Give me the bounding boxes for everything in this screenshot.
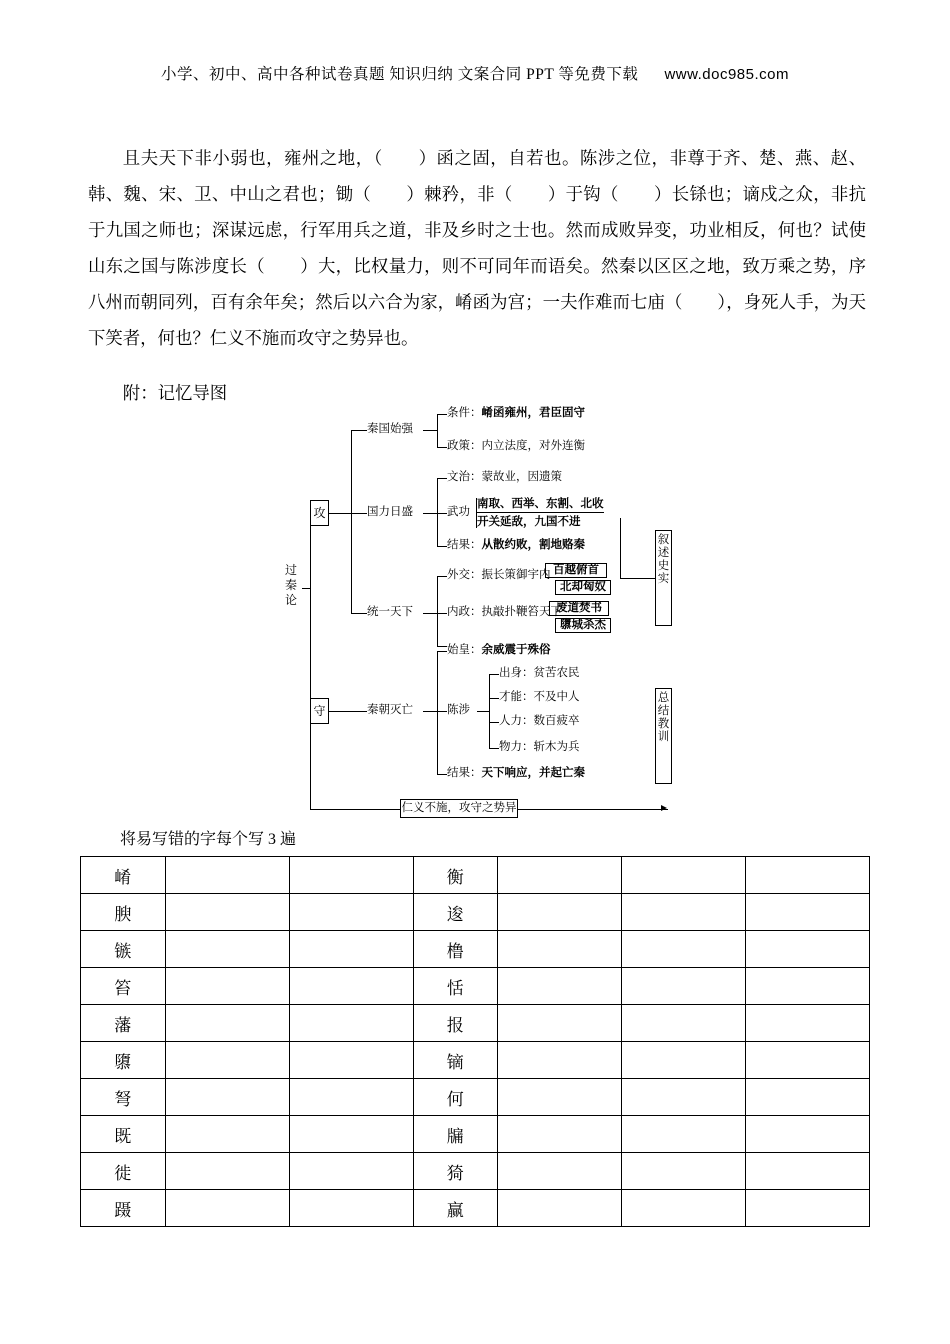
mindmap-node-wugong-label: 武功 [447, 506, 470, 518]
table-row [81, 857, 870, 894]
table-cell-blank[interactable] [746, 1190, 870, 1227]
table-cell-blank[interactable] [498, 1042, 622, 1079]
table-cell-char: 徙 [81, 1153, 166, 1190]
mindmap-node-shihuang-text: 余威震于殊俗 [481, 644, 551, 656]
mindmap-node-waijiao-text: 振长策御宇内 [481, 569, 551, 581]
table-cell-blank[interactable] [289, 1153, 413, 1190]
table-cell-blank[interactable] [622, 1079, 746, 1116]
table-cell-blank[interactable] [289, 1116, 413, 1153]
table-cell-blank[interactable] [622, 857, 746, 894]
table-cell-blank[interactable] [498, 931, 622, 968]
table-cell-char: 何 [413, 1079, 498, 1116]
table-cell-blank[interactable] [165, 1116, 289, 1153]
table-cell-blank[interactable] [498, 1079, 622, 1116]
mindmap-node-tiaojian-text: 崤函雍州，君臣固守 [481, 407, 585, 419]
table-cell-blank[interactable] [289, 968, 413, 1005]
table-cell-blank[interactable] [746, 857, 870, 894]
table-cell-blank[interactable] [622, 968, 746, 1005]
table-cell-blank[interactable] [165, 857, 289, 894]
table-row [81, 1153, 870, 1190]
table-cell-blank[interactable] [165, 1153, 289, 1190]
mindmap-node-wenzhi-text: 蒙故业，因遗策 [481, 471, 562, 483]
table-cell-blank[interactable] [498, 857, 622, 894]
table-row [81, 1190, 870, 1227]
mindmap-node-chenshe: 陈涉 [447, 704, 470, 716]
table-row [81, 1079, 870, 1116]
table-row [81, 968, 870, 1005]
table-cell-char: 猗 [413, 1153, 498, 1190]
table-cell-blank[interactable] [498, 1005, 622, 1042]
mindmap-node-waijiao: 外交：振长策御宇内 [447, 569, 551, 581]
table-cell-char: 镞 [81, 931, 166, 968]
table-cell-blank[interactable] [289, 894, 413, 931]
header-site-url: www.doc985.com [664, 66, 789, 83]
mindmap-node-shihuang: 始皇：余威震于殊俗 [447, 644, 551, 656]
table-cell-char: 既 [81, 1116, 166, 1153]
table-cell-blank[interactable] [622, 1190, 746, 1227]
mindmap-node-wuli-text: 斩木为兵 [533, 741, 580, 753]
table-cell-char: 笞 [81, 968, 166, 1005]
mindmap-node-chushen: 出身：贫苦农民 [499, 667, 580, 679]
main-paragraph: 且夫天下非小弱也，雍州之地，（ ）函之固，自若也。陈涉之位，非尊于齐、楚、燕、赵、韩、魏、宋、卫、中山之君也；锄（ ）棘矜，非（ ）于钩（ ）长铩也；谪戍之众，非抗于九国之师也；深谋远虑，行军用兵之道，非及乡时之士也。然而成败异变，功业相反，何也？试使山东之国与陈涉度长（ ）大，比权量力，则不可同年而语矣。然秦以区区之地，致万乘之势，序八州而朝同列，百有余年矣；然后以六合为家，崤函为宫；一夫作难而七庙（ ），身死人手，为天下笑者，何也？仁义不施而攻守之势异也。 [88, 148, 866, 348]
table-row [81, 1005, 870, 1042]
table-cell-blank[interactable] [746, 1079, 870, 1116]
table-cell-blank[interactable] [165, 1079, 289, 1116]
table-cell-blank[interactable] [746, 1116, 870, 1153]
table-cell-blank[interactable] [165, 1005, 289, 1042]
table-cell-blank[interactable] [746, 931, 870, 968]
mindmap-node-qinguo-shiqiang: 秦国始强 [367, 423, 413, 435]
table-cell-blank[interactable] [289, 1190, 413, 1227]
table-cell-blank[interactable] [622, 1153, 746, 1190]
table-cell-char: 蹑 [81, 1190, 166, 1227]
page-header [0, 62, 950, 84]
mindmap-node-tiaojian: 条件：崤函雍州，君臣固守 [447, 407, 585, 419]
mindmap-conclusion-box: 仁义不施，攻守之势异 [400, 799, 518, 818]
table-cell-blank[interactable] [289, 857, 413, 894]
table-cell-blank[interactable] [165, 1042, 289, 1079]
table-cell-blank[interactable] [289, 1079, 413, 1116]
table-row [81, 931, 870, 968]
mindmap-node-wugong-text2: 开关延敌，九国不进 [477, 516, 581, 528]
mindmap-right-top-box: 叙 述 史 实 [655, 530, 672, 626]
mindmap-node-caineng-text: 不及中人 [533, 691, 580, 703]
table-cell-blank[interactable] [289, 931, 413, 968]
table-cell-char: 弩 [81, 1079, 166, 1116]
mindmap-node-wugong-text1: 南取、西举、东割、北收 [477, 498, 604, 513]
table-cell-blank[interactable] [498, 1153, 622, 1190]
table-cell-blank[interactable] [622, 1042, 746, 1079]
table-cell-char: 隳 [81, 1042, 166, 1079]
mindmap-branch-attack: 攻 [310, 500, 329, 526]
table-row [81, 894, 870, 931]
mindmap-node-caineng: 才能：不及中人 [499, 691, 580, 703]
mindmap-diagram [255, 408, 725, 823]
table-row [81, 1116, 870, 1153]
mindmap-node-neizheng: 内政：执敲扑鞭笞天下 [447, 606, 562, 618]
table-cell-blank[interactable] [746, 968, 870, 1005]
table-cell-char: 牖 [413, 1116, 498, 1153]
table-cell-blank[interactable] [165, 894, 289, 931]
table-cell-blank[interactable] [289, 1042, 413, 1079]
table-cell-char: 腴 [81, 894, 166, 931]
mindmap-node-tongyi-tianxia: 统一天下 [367, 606, 413, 618]
mindmap-node-waijiao-box1: 百越俯首 [545, 563, 607, 578]
character-practice-table [80, 856, 870, 1227]
header-promo-text: 小学、初中、高中各种试卷真题 知识归纳 文案合同 PPT 等免费下载 [161, 66, 639, 83]
table-cell-blank[interactable] [746, 894, 870, 931]
table-cell-char: 橹 [413, 931, 498, 968]
table-cell-char: 镝 [413, 1042, 498, 1079]
table-cell-blank[interactable] [498, 968, 622, 1005]
table-cell-blank[interactable] [165, 968, 289, 1005]
table-cell-blank[interactable] [746, 1042, 870, 1079]
table-cell-blank[interactable] [622, 931, 746, 968]
mindmap-node-qinchao-miewang: 秦朝灭亡 [367, 704, 413, 716]
mindmap-node-neizheng-box1: 废道焚书 [549, 601, 609, 616]
mindmap-node-jieguo2-text: 天下响应，并起亡秦 [481, 767, 585, 779]
mindmap-node-jieguo2: 结果：天下响应，并起亡秦 [447, 767, 585, 779]
table-cell-char: 衡 [413, 857, 498, 894]
mindmap-node-zhengce: 政策：内立法度，对外连衡 [447, 440, 585, 452]
table-cell-char: 恬 [413, 968, 498, 1005]
table-cell-blank[interactable] [165, 1190, 289, 1227]
mindmap-node-renli-text: 数百疲卒 [533, 715, 580, 727]
table-cell-blank[interactable] [622, 1005, 746, 1042]
table-cell-char: 逡 [413, 894, 498, 931]
table-body [81, 857, 870, 1227]
table-cell-blank[interactable] [498, 1190, 622, 1227]
table-cell-blank[interactable] [746, 1005, 870, 1042]
mindmap-node-waijiao-box2: 北却匈奴 [555, 580, 611, 595]
table-cell-blank[interactable] [498, 1116, 622, 1153]
mindmap-node-chushen-text: 贫苦农民 [533, 667, 580, 679]
table-cell-blank[interactable] [165, 931, 289, 968]
mindmap-node-neizheng-text: 执敲扑鞭笞天下 [481, 606, 562, 618]
table-cell-blank[interactable] [622, 894, 746, 931]
mindmap-node-wenzhi: 文治：蒙故业，因遗策 [447, 471, 562, 483]
mindmap-node-guoli-risheng: 国力日盛 [367, 506, 413, 518]
mindmap-node-zhengce-text: 内立法度，对外连衡 [481, 440, 585, 452]
table-row [81, 1042, 870, 1079]
mindmap-node-jieguo1-text: 从散约败，割地赂秦 [481, 539, 585, 551]
table-cell-char: 崤 [81, 857, 166, 894]
mindmap-node-renli: 人力：数百疲卒 [499, 715, 580, 727]
table-instruction: 将易写错的字每个写 3 遍 [120, 831, 297, 848]
table-cell-blank[interactable] [498, 894, 622, 931]
table-cell-char: 报 [413, 1005, 498, 1042]
mindmap-node-wuli: 物力：斩木为兵 [499, 741, 580, 753]
table-cell-blank[interactable] [622, 1116, 746, 1153]
table-cell-blank[interactable] [289, 1005, 413, 1042]
mindmap-right-bottom-box: 总 结 教 训 [655, 688, 672, 784]
attachment-label: 附：记忆导图 [122, 383, 228, 403]
mindmap-branch-defend: 守 [310, 698, 329, 724]
table-cell-char: 赢 [413, 1190, 498, 1227]
table-cell-blank[interactable] [746, 1153, 870, 1190]
table-cell-char: 藩 [81, 1005, 166, 1042]
mindmap-node-jieguo1: 结果：从散约败，割地赂秦 [447, 539, 585, 551]
mindmap-node-neizheng-box2: 隳城杀杰 [555, 618, 611, 633]
mindmap-root-label: 过 秦 论 [284, 563, 297, 607]
